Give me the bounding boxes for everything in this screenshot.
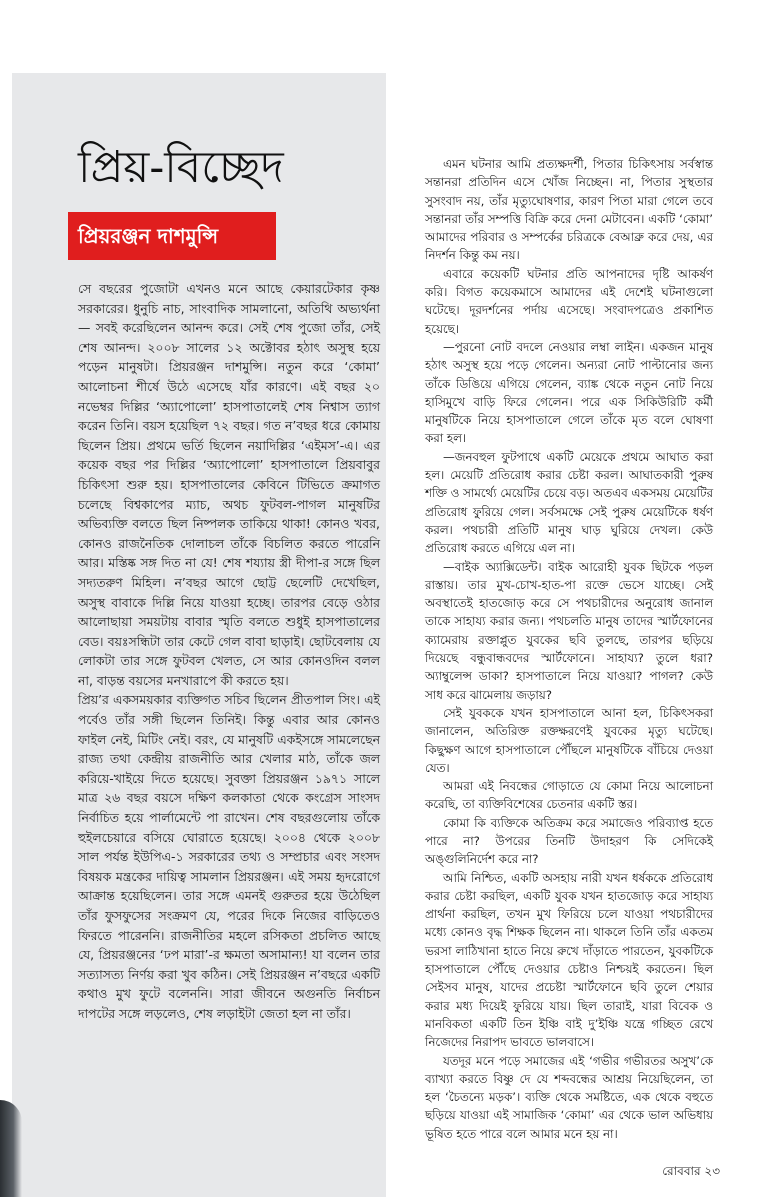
- right-paragraph-10: যতদূর মনে পড়ে সমাজের এই ‘গভীর গভীরতর অসুখ’কে ব্যাখ্যা করতে বিষ্ণু দে যে শব্দবন্ধের আশ্রয় নিয়েছিলেন, তা হল ‘চৈতন্যে মড়ক’। ব্যক্তি থেকে সমষ্টিতে, এক থেকে বহুতে ছড়িয়ে যাওয়া এই সামাজিক ‘কোমা’ এর থেকে ভাল অভিধায় ভূষিত হতে পারে বলে আমার মনে হয় না।: [425, 1053, 713, 1141]
- right-text-column: [425, 155, 713, 1143]
- left-paragraph-1: সে বছরের পুজোটা এখনও মনে আছে কেয়ারটেকার কৃষ্ণ সরকারের। ধুনুচি নাচ, সাংবাদিক সামলানো, অতিথি অভ্যর্থনা— সবই করেছিলেন আনন্দ করে। সেই শেষ পুজো তাঁর, সেই শেষ আনন্দ। ২০০৮ সালের ১২ অক্টোবর হঠাৎ অসুস্থ হয়ে পড়েন মানুষটা। প্রিয়রঞ্জন দাশমুন্সি। নতুন করে ‘কোমা’ আলোচনা শীর্ষে উঠে এসেছে যাঁর কারণে। এই বছর ২০ নভেম্বর দিল্লির ‘অ্যাপোলো’ হাসপাতালেই শেষ নিশ্বাস ত্যাগ করেন তিনি। বয়স হয়েছিল ৭২ বছর। গত ন’বছর ধরে কোমায় ছিলেন প্রিয়। প্রথমে ভর্তি ছিলেন নয়াদিল্লির ‘এইমস’-এ। এর কয়েক বছর পর দিল্লির ‘অ্যাপোলো’ হাসপাতালে প্রিয়বাবুর চিকিৎসা শুরু হয়। হাসপাতালের কেবিনে টিভিতে ক্রমাগত চলেছে বিশ্বকাপের ম্যাচ, অথচ ফুটবল-পাগল মানুষটির অভিব্যক্তি বলতে ছিল নিষ্পলক তাকিয়ে থাকা! কোনও খবর, কোনও রাজনৈতিক দোলাচল তাঁকে বিচলিত করতে পারেনি আর। মস্তিষ্ক সঙ্গ দিত না যে! শেষ শয্যায় স্ত্রী দীপা-র সঙ্গে ছিল সদ্যতরুণ মিহিল। ন’বছর আগে ছোট্ট ছেলেটি দেখেছিল, অসুস্থ বাবাকে দিল্লি নিয়ে যাওয়া হচ্ছে। তারপর বেড়ে ওঠার আলোছায়া সময়টায় বাবার স্মৃতি বলতে শুধুই হাসপাতালের বেড। বয়ঃসন্ধিটা তার কেটে গেল বাবা ছাড়াই। ছোটবেলায় যে লোকটা তার সঙ্গে ফুটবল খেলত, সে আর কোনওদিন বলল না, বাড়ন্ত বয়সের মনখারাপে কী করতে হয়।: [78, 281, 380, 688]
- right-paragraph-7: আমরা এই নিবন্ধের গোড়াতে যে কোমা নিয়ে আলোচনা করেছি, তা ব্যক্তিবিশেষের চেতনার একটি স্তর।: [425, 779, 713, 812]
- right-paragraph-5: —বাইক অ্যাক্সিডেন্ট। বাইক আরোহী যুবক ছিটকে পড়ল রাস্তায়। তার মুখ-চোখ-হাত-পা রক্তে ভেসে যাচ্ছে। সেই অবস্থাতেই হাতজোড় করে সে পথচারীদের অনুরোধ জানাল তাকে সাহায্য করার জন্য। পথচলতি মানুষ তাদের স্মার্টফোনের ক্যামেরায় রক্তাপ্লুত যুবকের ছবি তুলছে, তারপর ছড়িয়ে দিয়েছে বন্ধুবান্ধবদের স্মার্টফোনে। সাহায্য? তুলে ধরা? অ্যাম্বুলেন্স ডাকা? হাসপাতালে নিয়ে যাওয়া? পাগল? কেউ সাধ করে ঝামেলায় জড়ায়?: [425, 559, 713, 702]
- left-paragraph-2: প্রিয়’র একসময়কার ব্যক্তিগত সচিব ছিলেন প্রীতপাল সিং। এই পর্বেও তাঁর সঙ্গী ছিলেন তিনিই। কিন্তু এবার আর কোনও ফাইল নেই, মিটিং নেই। বরং, যে মানুষটি একইসঙ্গে সামলেছেন রাজ্য তথা কেন্দ্রীয় রাজনীতি আর খেলার মাঠ, তাঁকে জল করিয়ে-খাইয়ে দিতে হয়েছে। সুবক্তা প্রিয়রঞ্জন ১৯৭১ সালে মাত্র ২৬ বছর বয়সে দক্ষিণ কলকাতা থেকে কংগ্রেস সাংসদ নির্বাচিত হয়ে পার্লামেন্টে পা রাখেন। শেষ বছরগুলোয় তাঁকে হুইলচেয়ারে বসিয়ে ঘোরাতে হয়েছে। ২০০৪ থেকে ২০০৮ সাল পর্যন্ত ইউপিএ-১ সরকারের তথ্য ও সম্প্রচার এবং সংসদ বিষয়ক মন্ত্রকের দায়িত্ব সামলান প্রিয়রঞ্জন। এই সময় হৃদরোগে আক্রান্ত হয়েছিলেন। তার সঙ্গে এমনই গুরুতর হয়ে উঠেছিল তাঁর ফুসফুসের সংক্রমণ যে, পরের দিকে নিজের বাড়িতেও ফিরতে পারেননি। রাজনীতির মহলে রসিকতা প্রচলিত আছে যে, প্রিয়রঞ্জনের ‘ঢপ মারা’-র ক্ষমতা অসামান্য! যা বলেন তার সত্যাসত্য নির্ণয় করা খুব কঠিন। সেই প্রিয়রঞ্জন ন’বছরে একটি কথাও মুখ ফুটে বলেননি। সারা জীবনে অগুনতি নির্বাচন দাপটের সঙ্গে লড়লেও, শেষ লড়াইটা জেতা হল না তাঁর।: [78, 692, 380, 1021]
- author-byline-badge: প্রিয়রঞ্জন দাশমুন্সি: [68, 212, 276, 260]
- right-paragraph-2: এবারে কয়েকটি ঘটনার প্রতি আপনাদের দৃষ্টি আকর্ষণ করি। বিগত কয়েকমাসে আমাদের এই দেশেই ঘটনাগুলো ঘটেছে। দূরদর্শনের পর্দায় এসেছে। সংবাদপত্রেও প্রকাশিত হয়েছে।: [425, 266, 713, 336]
- right-paragraph-1: এমন ঘটনার আমি প্রত্যক্ষদর্শী, পিতার চিকিৎসায় সর্বস্বান্ত সন্তানরা প্রতিদিন এসে খোঁজ নিচ্ছেন। না, পিতার সুস্থতার সুসংবাদ নয়, তাঁর মৃত্যুঘোষণার, কারণ পিতা মারা গেলে তবে সন্তানরা তাঁর সম্পত্তি বিক্রি করে দেনা মেটাবেন। একটি ‘কোমা’ আমাদের পরিবার ও সম্পর্কের চরিত্রকে বেআব্রু করে দেয়, এর নিদর্শন কিন্তু কম নয়।: [425, 157, 713, 263]
- right-paragraph-9: আমি নিশ্চিত, একটি অসহায় নারী যখন ধর্ষককে প্রতিরোধ করার চেষ্টা করছিল, একটি যুবক যখন হাতজোড় করে সাহায্য প্রার্থনা করছিল, তখন মুখ ফিরিয়ে চলে যাওয়া পথচারীদের মধ্যে কোনও বৃদ্ধ শিক্ষক ছিলেন না। থাকলে তিনি তাঁর একতম ভরসা লাঠিখানা হাতে নিয়ে রুখে দাঁড়াতে পারতেন, যুবকটিকে হাসপাতালে পৌঁছে দেওয়ার চেষ্টাও নিশ্চয়ই করতেন। ছিল সেইসব মানুষ, যাদের প্রচেষ্টা স্মার্টফোনে ছবি তুলে শেয়ার করার মধ্য দিয়েই ফুরিয়ে যায়। ছিল তারাই, যারা বিবেক ও মানবিকতা একটি তিন ইঞ্চি বাই দু’ইঞ্চি যন্ত্রে গচ্ছিত রেখে নিজেদের নিরাপদ ভাবতে ভালবাসে।: [425, 870, 713, 1050]
- right-paragraph-8: কোমা কি ব্যক্তিকে অতিক্রম করে সমাজেও পরিব্যাপ্ত হতে পারে না? উপরের তিনটি উদাহরণ কি সেদিকেই অঙ্গুলিনির্দেশ করে না?: [425, 815, 713, 867]
- right-paragraph-4: —জনবহুল ফুটপাথে একটি মেয়েকে প্রথমে আঘাত করা হল। মেয়েটি প্রতিরোধ করার চেষ্টা করল। আঘাতকারী পুরুষ শক্তি ও সামর্থ্যে মেয়েটির চেয়ে বড়। অতএব একসময় মেয়েটির প্রতিরোধ ফুরিয়ে গেল। সর্বসমক্ষে সেই পুরুষ মেয়েটিকে ধর্ষণ করল। পথচারী প্রতিটি মানুষ ঘাড় ঘুরিয়ে দেখল। কেউ প্রতিরোধ করতে এগিয়ে এল না।: [425, 449, 713, 556]
- article-title: প্রিয়-বিচ্ছেদ: [78, 142, 284, 193]
- left-text-column: [78, 279, 380, 1024]
- page-number-label: রোববার ২৩: [662, 1164, 720, 1178]
- right-paragraph-6: সেই যুবককে যখন হাসপাতালে আনা হল, চিকিৎসকরা জানালেন, অতিরিক্ত রক্তক্ষরণেই যুবকের মৃত্যু ঘটেছে। কিছুক্ষণ আগে হাসপাতালে পৌঁছলে মানুষটিকে বাঁচিয়ে দেওয়া যেত।: [425, 705, 713, 775]
- right-paragraph-3: —পুরনো নোট বদলে নেওয়ার লম্বা লাইন। একজন মানুষ হঠাৎ অসুস্থ হয়ে পড়ে গেলেন। অন্যরা নোট পাল্টানোর জন্য তাঁকে ডিঙিয়ে এগিয়ে গেলেন, ব্যাঙ্ক থেকে নতুন নোট নিয়ে হাসিমুখে বাড়ি ফিরে গেলেন। পরে এক সিকিউরিটি কর্মী মানুষটিকে নিয়ে হাসপাতালে গেলে তাঁকে মৃত বলে ঘোষণা করা হল।: [425, 339, 713, 446]
- photo-edge-fragment: [0, 1100, 22, 1197]
